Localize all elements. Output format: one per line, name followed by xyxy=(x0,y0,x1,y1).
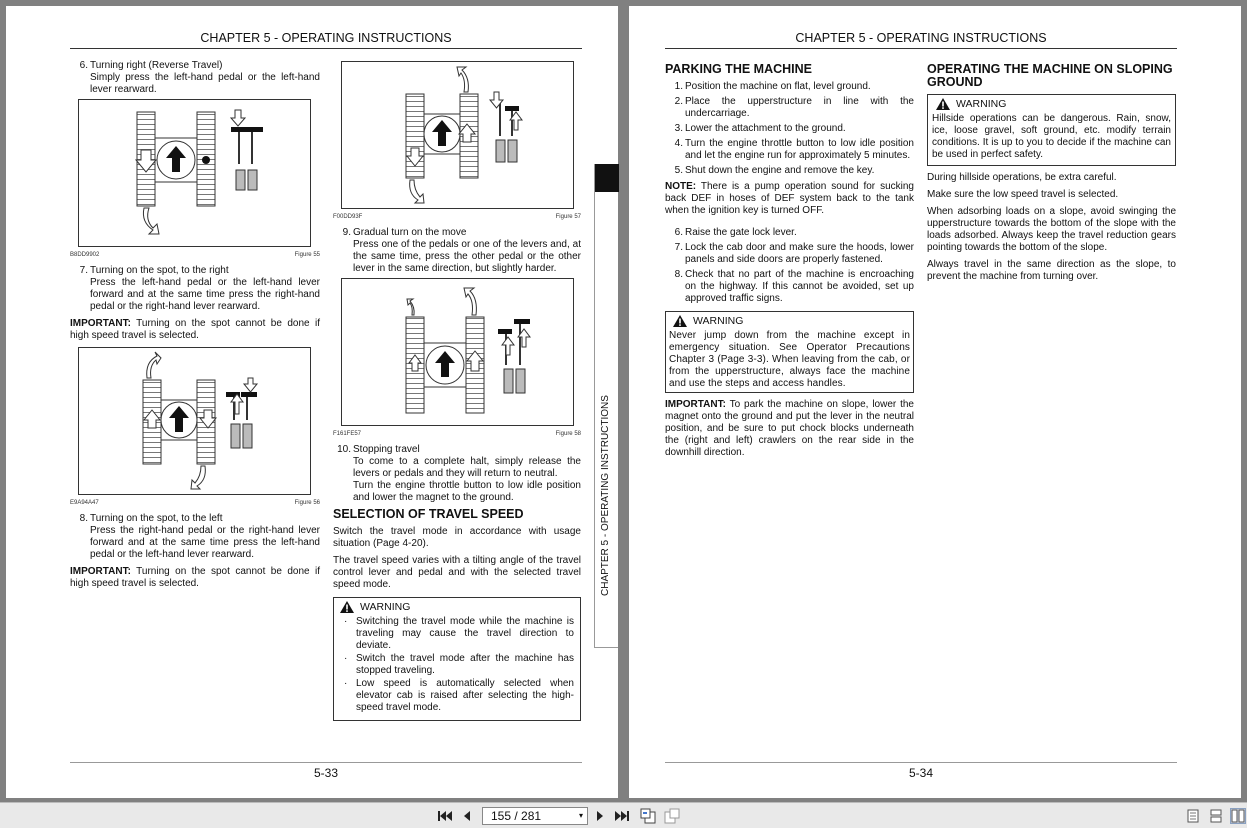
list-item: 4. Turn the engine throttle button to low idle position and let the engine run for approximately 5 minutes. xyxy=(674,138,914,161)
back-view-button[interactable] xyxy=(640,808,656,824)
page-header: CHAPTER 5 - OPERATING INSTRUCTIONS xyxy=(70,31,582,49)
warning-title: WARNING xyxy=(956,98,1007,110)
warning-icon xyxy=(936,98,950,110)
reverse-travel-diagram xyxy=(342,62,573,208)
warning-box xyxy=(927,94,1176,166)
last-page-icon xyxy=(615,810,629,822)
figure-58 xyxy=(341,278,574,426)
paragraph: Make sure the low speed travel is selected. xyxy=(927,189,1119,200)
warning-text: Never jump down from the machine except in emergency situation. See Operator Precautions Chapter 3 (Page 3-3). When leaving from the cab, or from the upperstructure, always face the machine and use the steps and access handles. xyxy=(669,330,910,389)
warning-bullet: · Switching the travel mode while the machine is traveling may cause the travel direction to deviate. xyxy=(344,616,574,651)
list-item-body: Simply press the left-hand pedal or the left-hand lever rearward. xyxy=(90,72,320,95)
figure-caption: E9A94A47 Figure 56 xyxy=(70,500,320,506)
list-item: 1. Position the machine on flat, level ground. xyxy=(674,81,871,92)
left-column-2 xyxy=(333,61,581,727)
paragraph: When adsorbing loads on a slope, avoid swinging the upperstructure towards the bottom of the slope with the loads adsorbed. Always keep the travel reduction gears pointing towards the bottom of the slope. xyxy=(927,206,1176,253)
first-page-button[interactable] xyxy=(437,808,453,824)
spin-right-diagram xyxy=(79,348,310,494)
continuous-page-icon xyxy=(1210,809,1222,823)
list-item: 8. Check that no part of the machine is encroaching on the highway. If this cannot be avoided, set up approved traffic signs. xyxy=(674,269,914,304)
figure-56 xyxy=(78,347,311,495)
right-column-1 xyxy=(665,59,914,464)
warning-title: WARNING xyxy=(360,601,411,613)
viewer-toolbar xyxy=(0,802,1247,828)
single-page-view-button[interactable] xyxy=(1185,808,1201,824)
figure-caption: F00DD93F Figure 57 xyxy=(333,214,581,220)
facing-pages-icon xyxy=(1231,809,1245,823)
continuous-view-button[interactable] xyxy=(1208,808,1224,824)
left-page xyxy=(6,6,618,798)
list-item-body: Press the left-hand pedal or the left-hand lever forward and at the same time press the right-hand pedal or the right-hand lever rearward. xyxy=(90,277,320,312)
previous-page-icon xyxy=(462,810,472,822)
list-item: 3. Lower the attachment to the ground. xyxy=(674,123,846,134)
forward-view-button[interactable] xyxy=(664,808,680,824)
chevron-down-icon: ▾ xyxy=(578,811,583,820)
page-number: 5-33 xyxy=(70,762,582,780)
gradual-turn-diagram xyxy=(342,279,573,425)
forward-view-icon xyxy=(664,808,680,824)
figure-caption: F161FE57 Figure 58 xyxy=(333,431,581,437)
facing-view-button[interactable] xyxy=(1230,808,1246,824)
previous-page-button[interactable] xyxy=(459,808,475,824)
paragraph: The travel speed varies with a tilting angle of the travel control lever and pedal and with the selected travel speed mode. xyxy=(333,555,581,590)
first-page-icon xyxy=(438,810,452,822)
list-item-body: Turn the engine throttle button to low idle position and lower the magnet to the ground. xyxy=(353,480,581,503)
page-header: CHAPTER 5 - OPERATING INSTRUCTIONS xyxy=(665,31,1177,49)
important-note: IMPORTANT: Turning on the spot cannot be done if high speed travel is selected. xyxy=(70,318,320,341)
section-heading: OPERATING THE MACHINE ON SLOPING GROUND xyxy=(927,62,1173,89)
list-item: 6. Turning right (Reverse Travel) xyxy=(79,60,223,71)
list-item: 5. Shut down the engine and remove the key. xyxy=(674,165,875,176)
list-item-body: Press the right-hand pedal or the right-hand lever forward and at the same time press the left-hand pedal or the left-hand lever rearward. xyxy=(90,525,320,560)
list-item: 9. Gradual turn on the move xyxy=(342,227,467,238)
chapter-tab[interactable] xyxy=(594,164,618,648)
section-heading: PARKING THE MACHINE xyxy=(665,62,812,76)
turn-right-diagram xyxy=(79,100,310,246)
important-note: IMPORTANT: Turning on the spot cannot be done if high speed travel is selected. xyxy=(70,566,320,589)
page-number: 5-34 xyxy=(665,762,1177,780)
paragraph: During hillside operations, be extra careful. xyxy=(927,172,1117,183)
single-page-icon xyxy=(1187,809,1199,823)
warning-bullet: · Low speed is automatically selected when elevator cab is raised after selecting the high-speed travel mode. xyxy=(344,678,574,713)
list-item: 6. Raise the gate lock lever. xyxy=(674,227,797,238)
right-column-2 xyxy=(927,59,1176,288)
chapter-tab-label: CHAPTER 5 - OPERATING INSTRUCTIONS xyxy=(600,395,611,596)
section-heading: SELECTION OF TRAVEL SPEED xyxy=(333,507,524,521)
figure-57 xyxy=(341,61,574,209)
list-item: 7. Turning on the spot, to the right xyxy=(79,265,229,276)
note: NOTE: There is a pump operation sound for sucking back DEF in hoses of DEF system back to the tank when the ignition key is turned OFF. xyxy=(665,181,914,216)
figure-caption: B8DD9902 Figure 55 xyxy=(70,252,320,258)
warning-icon xyxy=(673,315,687,327)
list-item: 2. Place the upperstructure in line with the undercarriage. xyxy=(674,96,914,119)
left-column-1 xyxy=(70,60,320,595)
list-item: 8. Turning on the spot, to the left xyxy=(79,513,223,524)
list-item-body: To come to a complete halt, simply release the levers or pedals and they will return to neutral. xyxy=(353,456,581,479)
warning-bullet: · Switch the travel mode after the machine has stopped traveling. xyxy=(344,653,574,676)
list-item: 10. Stopping travel xyxy=(337,444,420,455)
list-item: 7. Lock the cab door and make sure the hoods, lower panels and side doors are properly fastened. xyxy=(674,242,914,265)
warning-box xyxy=(333,597,581,721)
warning-text: Hillside operations can be dangerous. Rain, snow, ice, loose gravel, soft ground, etc. modify terrain conditions. It is up to you to decide if the machine can be used in perfect safety. xyxy=(932,113,1171,160)
page-number-input[interactable]: 155 / 281 ▾ xyxy=(482,807,588,825)
list-item-body: Press one of the pedals or one of the levers and, at the same time, press the other pedal or the other lever in the same direction, but slightly harder. xyxy=(353,239,581,274)
right-page xyxy=(629,6,1241,798)
warning-icon xyxy=(340,601,354,613)
warning-box xyxy=(665,311,914,393)
last-page-button[interactable] xyxy=(614,808,630,824)
figure-55 xyxy=(78,99,311,247)
next-page-icon xyxy=(595,810,605,822)
paragraph: Switch the travel mode in accordance with usage situation (Page 4-20). xyxy=(333,526,581,549)
important-note: IMPORTANT: To park the machine on slope, lower the magnet onto the ground and put the lever in the neutral position, and be sure to put chock blocks underneath the (right and left) crawlers on the rear side in the downhill direction. xyxy=(665,399,914,458)
paragraph: Always travel in the same direction as the slope, to prevent the machine from turning over. xyxy=(927,259,1176,282)
warning-title: WARNING xyxy=(693,315,744,327)
back-view-icon xyxy=(640,808,656,824)
next-page-button[interactable] xyxy=(592,808,608,824)
